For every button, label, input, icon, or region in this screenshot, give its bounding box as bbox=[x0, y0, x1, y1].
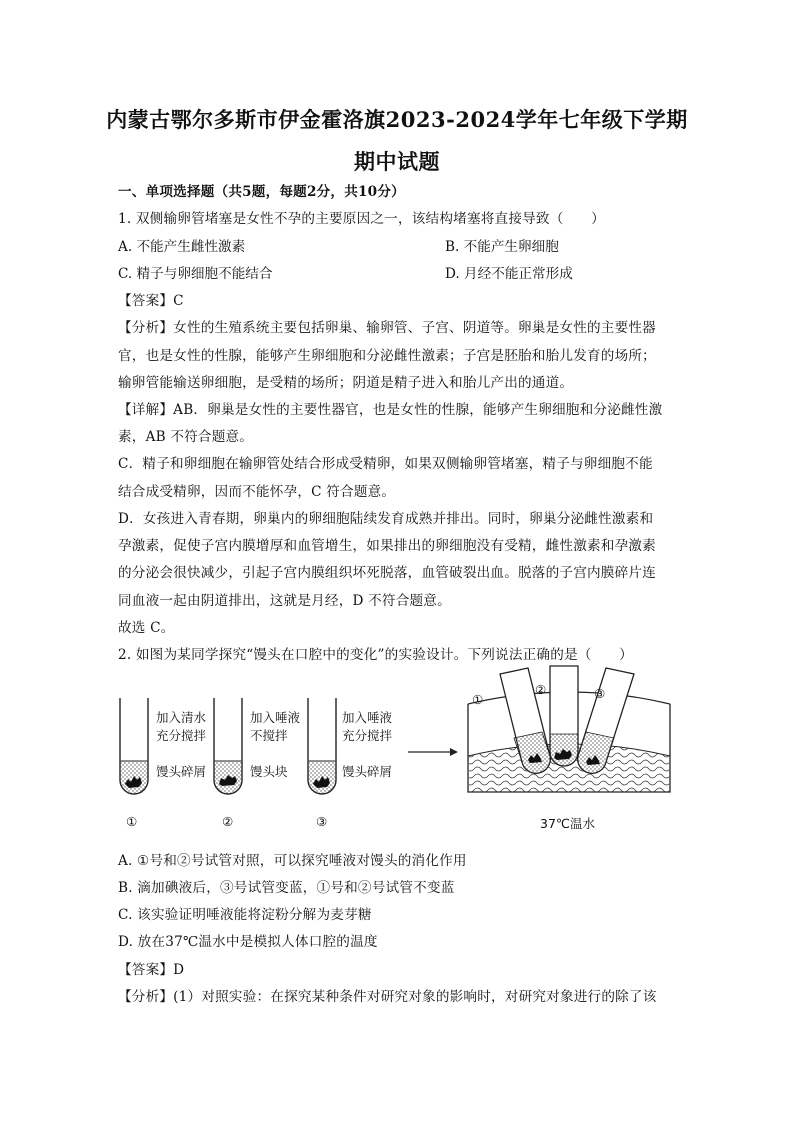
question-1-stem: 1. 双侧输卵管堵塞是女性不孕的主要原因之一，该结构堵塞将直接导致（ ） bbox=[118, 211, 605, 227]
bath-tube1-number: ① bbox=[472, 692, 484, 707]
test-tube-3 bbox=[308, 698, 336, 794]
bath-tube-2 bbox=[550, 666, 578, 766]
bath-tube3-number: ③ bbox=[594, 686, 606, 701]
test-tube-1 bbox=[120, 698, 148, 794]
arrow-right-icon bbox=[408, 748, 458, 756]
tube3-label-2: 充分搅拌 bbox=[342, 728, 393, 743]
q2-option-d: D. 放在37℃温水中是模拟人体口腔的温度 bbox=[118, 934, 378, 950]
q1-analysis-line: 【分析】女性的生殖系统主要包括卵巢、输卵管、子宫、阴道等。卵巢是女性的主要性器 bbox=[118, 320, 656, 336]
q2-answer: 【答案】D bbox=[118, 962, 185, 978]
q1-detail-line: 素，AB 不符合题意。 bbox=[118, 429, 254, 445]
tube3-label-3: 馒头碎屑 bbox=[342, 764, 393, 779]
test-tube-2 bbox=[214, 698, 242, 794]
document-title-line2: 期中试题 bbox=[354, 149, 440, 174]
tube1-label-2: 充分搅拌 bbox=[156, 728, 207, 743]
bath-tube2-number: ② bbox=[535, 682, 547, 697]
document-title-line1: 内蒙古鄂尔多斯市伊金霍洛旗2023-2024学年七年级下学期 bbox=[106, 107, 688, 132]
q1-detail-line: C．精子和卵细胞在输卵管处结合形成受精卵，如果双侧输卵管堵塞，精子与卵细胞不能 bbox=[118, 456, 653, 472]
question-2-stem: 2. 如图为某同学探究“馒头在口腔中的变化”的实验设计。下列说法正确的是（ ） bbox=[118, 647, 633, 663]
q1-option-c: C. 精子与卵细胞不能结合 bbox=[118, 266, 273, 282]
q2-option-c: C. 该实验证明唾液能将淀粉分解为麦芽糖 bbox=[118, 907, 372, 923]
q1-option-a: A. 不能产生雌性激素 bbox=[118, 239, 246, 255]
q1-detail-line: 的分泌会很快减少，引起子宫内膜组织坏死脱落，血管破裂出血。脱落的子宫内膜碎片连 bbox=[118, 565, 656, 581]
q1-detail-line: 同血液一起由阴道排出，这就是月经，D 不符合题意。 bbox=[118, 593, 451, 609]
q1-analysis-line: 输卵管能输送卵细胞，是受精的场所；阴道是精子进入和胎儿产出的通道。 bbox=[118, 375, 574, 391]
q2-analysis-line: 【分析】(1）对照实验：在探究某种条件对研究对象的影响时，对研究对象进行的除了该 bbox=[118, 989, 657, 1005]
tube1-label-1: 加入清水 bbox=[156, 710, 207, 725]
tube2-label-3: 馒头块 bbox=[250, 764, 288, 779]
tube2-number: ② bbox=[222, 814, 234, 829]
tube3-number: ③ bbox=[316, 814, 328, 829]
q2-option-b: B. 滴加碘液后，③号试管变蓝，①号和②号试管不变蓝 bbox=[118, 880, 455, 896]
q1-detail-line: D．女孩进入青春期，卵巢内的卵细胞陆续发育成熟并排出。同时，卵巢分泌雌性激素和 bbox=[118, 511, 654, 527]
q1-detail-line: 【详解】AB．卵巢是女性的主要性器官，也是女性的性腺，能够产生卵细胞和分泌雌性激 bbox=[118, 402, 663, 418]
tube1-number: ① bbox=[126, 814, 138, 829]
q1-answer: 【答案】C bbox=[118, 293, 184, 309]
q1-option-d: D. 月经不能正常形成 bbox=[445, 266, 573, 282]
experiment-diagram bbox=[110, 660, 690, 840]
tube2-label-2: 不搅拌 bbox=[250, 728, 288, 743]
q2-option-a: A. ①号和②号试管对照，可以探究唾液对馒头的消化作用 bbox=[118, 853, 467, 869]
q1-detail-line: 结合成受精卵，因而不能怀孕，C 符合题意。 bbox=[118, 484, 396, 500]
section-heading: 一、单项选择题（共5题，每题2分，共10分） bbox=[118, 184, 405, 200]
water-temperature-caption: 37℃温水 bbox=[540, 816, 595, 831]
q1-detail-line: 孕激素，促使子宫内膜增厚和血管增生，如果排出的卵细胞没有受精，雌性激素和孕激素 bbox=[118, 538, 656, 554]
tube1-label-3: 馒头碎屑 bbox=[156, 764, 207, 779]
q1-option-b: B. 不能产生卵细胞 bbox=[445, 239, 559, 255]
q1-detail-line: 故选 C。 bbox=[118, 620, 175, 636]
tube3-label-1: 加入唾液 bbox=[342, 710, 393, 725]
q1-analysis-line: 官，也是女性的性腺，能够产生卵细胞和分泌雌性激素；子宫是胚胎和胎儿发育的场所； bbox=[118, 348, 656, 364]
tube2-label-1: 加入唾液 bbox=[250, 710, 301, 725]
